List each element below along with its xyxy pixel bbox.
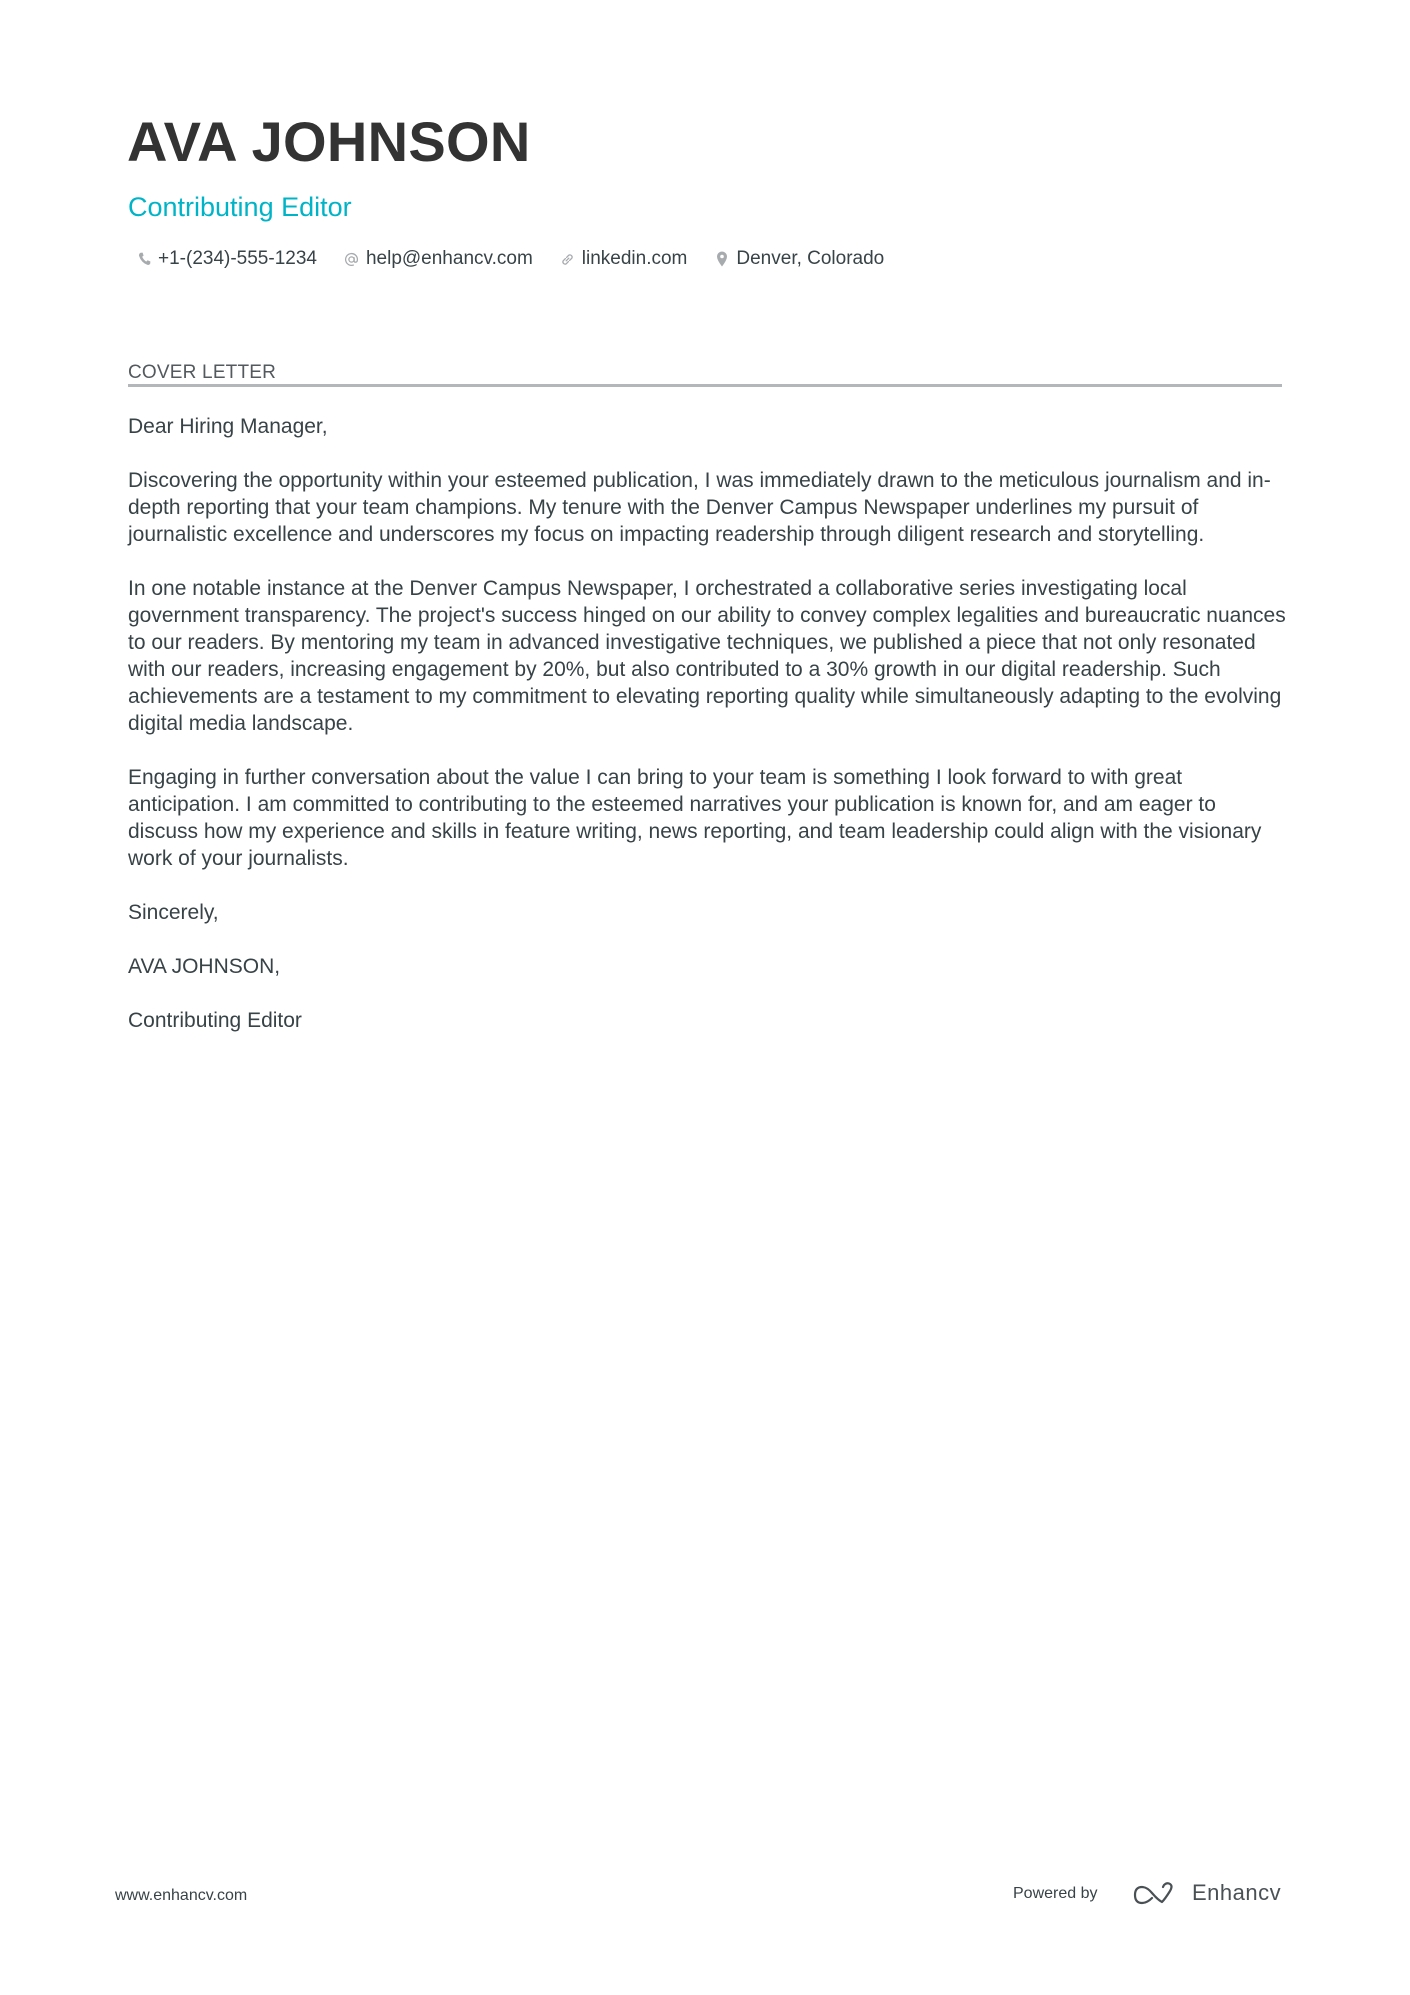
section-divider bbox=[128, 384, 1282, 387]
applicant-title: Contributing Editor bbox=[128, 192, 352, 222]
footer-website-link[interactable]: www.enhancv.com bbox=[115, 1887, 248, 1904]
letter-paragraph: In one notable instance at the Denver Campus Newspaper, I orchestrated a collaborative series investigating local government transparency. The project's success hinged on our ability to convey complex legalities and bureaucratic nuances to our readers. By mentoring my team in advanced investigative techniques, we published a piece that not only resonated with our readers, increasing engagement by 20%, but also contributed to a 30% growth in our digital readership. Such achievements are a testament to my commitment to elevating reporting quality while simultaneously adapting to the evolving digital media landscape. bbox=[128, 577, 1286, 735]
letter-paragraph: Discovering the opportunity within your esteemed publication, I was immediately drawn to the meticulous journalism and in-depth reporting that your team champions. My tenure with the Denver Campus Newspaper underlines my pursuit of journalistic excellence and underscores my focus on impacting readership through diligent research and storytelling. bbox=[128, 469, 1271, 546]
phone-icon bbox=[136, 250, 152, 268]
contact-email-text: help@enhancv.com bbox=[365, 248, 533, 269]
contact-linkedin-text: linkedin.com bbox=[581, 248, 688, 269]
signature-name: AVA JOHNSON, bbox=[128, 955, 281, 978]
link-icon bbox=[560, 250, 576, 268]
enhancv-brand-name: Enhancv bbox=[1192, 1880, 1282, 1905]
at-icon bbox=[344, 250, 360, 268]
enhancv-brand[interactable] bbox=[1132, 1880, 1281, 1906]
letter-body bbox=[128, 413, 1290, 1061]
applicant-name: AVA JOHNSON bbox=[127, 110, 531, 173]
powered-by-label: Powered by bbox=[1013, 1885, 1098, 1902]
contact-email[interactable] bbox=[344, 248, 533, 270]
contact-location-text: Denver, Colorado bbox=[736, 248, 885, 269]
contact-phone[interactable] bbox=[136, 248, 317, 270]
section-title-cover-letter: COVER LETTER bbox=[128, 362, 277, 383]
letter-greeting: Dear Hiring Manager, bbox=[128, 415, 328, 438]
contact-phone-text: +1-(234)-555-1234 bbox=[158, 248, 317, 269]
contact-row bbox=[136, 247, 911, 271]
letter-closing: Sincerely, bbox=[128, 901, 219, 924]
enhancv-logo-icon bbox=[1132, 1881, 1178, 1905]
signature-title: Contributing Editor bbox=[128, 1009, 302, 1032]
letter-paragraph: Engaging in further conversation about the value I can bring to your team is something I look forward to with great anticipation. I am committed to contributing to the esteemed narratives your publication is known for, and am eager to discuss how my experience and skills in feature writing, news reporting, and team leadership could align with the visionary work of your journalists. bbox=[128, 766, 1262, 870]
contact-linkedin[interactable] bbox=[560, 248, 688, 270]
contact-location bbox=[714, 248, 884, 270]
location-pin-icon bbox=[714, 250, 730, 268]
